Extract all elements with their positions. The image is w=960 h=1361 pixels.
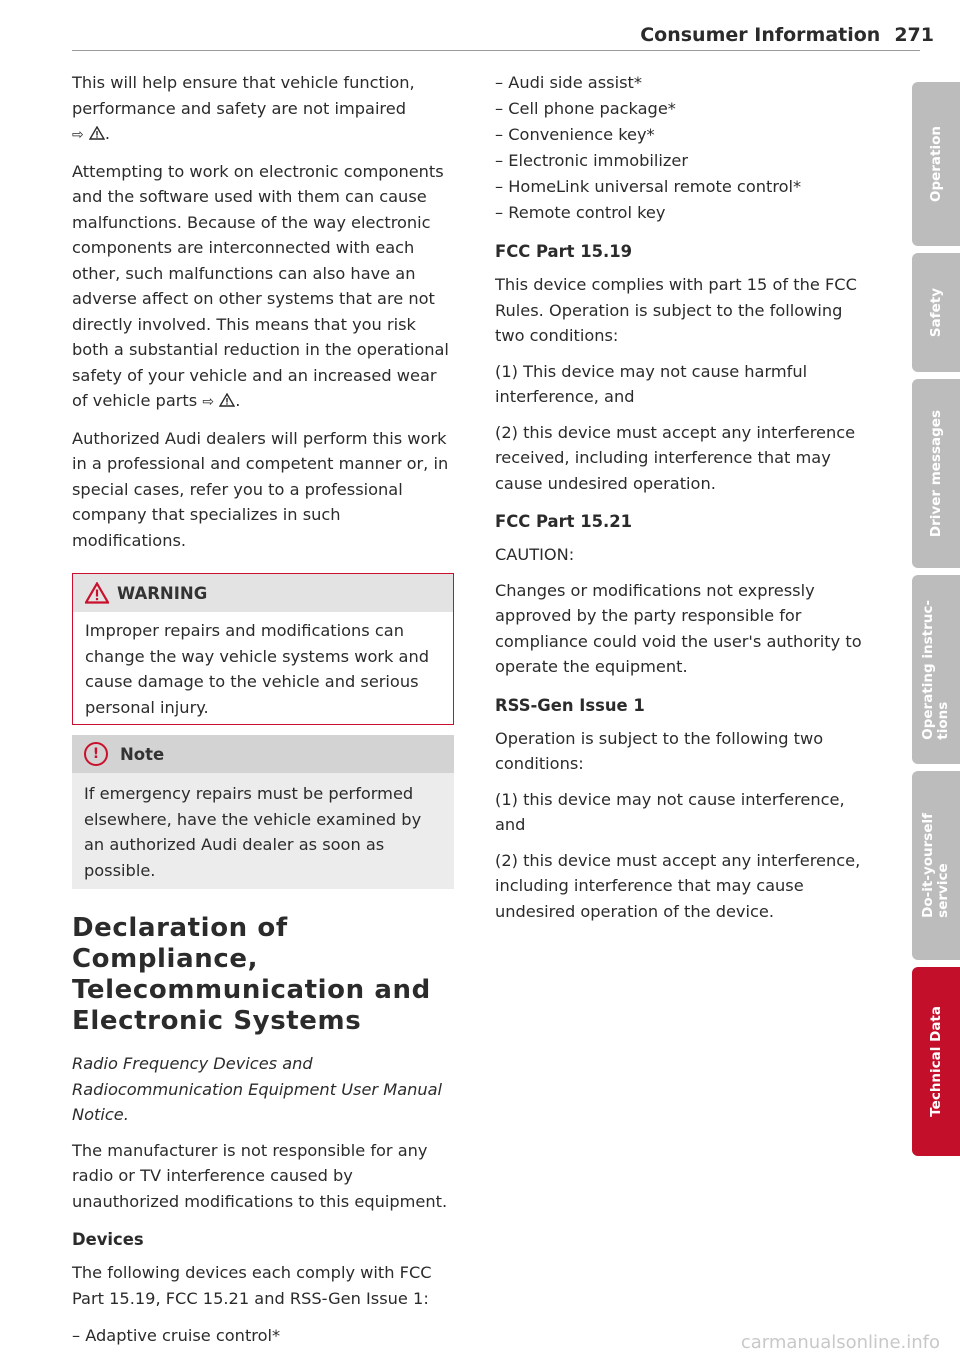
page-header	[640, 24, 934, 46]
paragraph: (1) This device may not cause harmful interference, and	[495, 361, 808, 406]
warning-triangle-icon	[219, 393, 235, 407]
paragraph: Operation is subject to the following two conditions:	[495, 728, 824, 773]
paragraph: The following devices each comply with FCC Part 15.19, FCC 15.21 and RSS-Gen Issue 1:	[72, 1263, 432, 1308]
warning-header	[73, 574, 453, 612]
warning-text: Improper repairs and modifications can change the way vehicle systems work and cause damage to the vehicle and serious personal injury.	[85, 621, 429, 717]
note-icon: !	[84, 742, 108, 766]
italic-intro: Radio Frequency Devices and Radiocommunication Equipment User Manual Notice.	[72, 1054, 443, 1124]
tab-operation[interactable]: Operation	[912, 82, 960, 246]
warning-title: WARNING	[117, 583, 208, 603]
left-column	[72, 70, 454, 1349]
note-header	[72, 735, 454, 773]
list-item: – Audi side assist*	[495, 73, 642, 92]
subheading-fcc-15-21: FCC Part 15.21	[495, 512, 633, 531]
tab-do-it-yourself-service[interactable]: Do-it-yourself service	[912, 771, 960, 960]
list-item: – HomeLink universal remote control*	[495, 177, 802, 196]
chapter-tabs	[912, 82, 960, 1163]
warning-triangle-icon	[89, 126, 105, 140]
arrow-right-icon: ⇨	[72, 127, 84, 143]
tab-driver-messages[interactable]: Driver messages	[912, 379, 960, 568]
paragraph: This will help ensure that vehicle function, performance and safety are not impaired ⇨ .	[72, 73, 415, 143]
list-item: – Convenience key*	[495, 125, 655, 144]
note-text: If emergency repairs must be performed elsewhere, have the vehicle examined by an authorized Audi dealer as soon as possible.	[84, 784, 422, 880]
subheading-fcc-15-19: FCC Part 15.19	[495, 242, 633, 261]
tab-operating-instructions[interactable]: Operating instruc- tions	[912, 575, 960, 764]
section-title: Consumer Information	[640, 24, 881, 46]
paragraph: Authorized Audi dealers will perform this work in a professional and competent manner or, in special cases, refer you to a professional company that specializes in such modifications.	[72, 428, 449, 550]
warning-triangle-icon	[85, 582, 109, 604]
warning-box	[72, 573, 454, 725]
subheading-rss-gen: RSS-Gen Issue 1	[495, 695, 645, 715]
subheading-devices: Devices	[72, 1230, 144, 1249]
page-number: 271	[894, 24, 934, 46]
watermark: carmanualsonline.info	[740, 1332, 940, 1353]
paragraph: (2) this device must accept any interference received, including interference that may cause undesired operation.	[495, 422, 856, 493]
paragraph: Attempting to work on electronic components and the software used with them can cause malfunctions. Because of the way electronic components are interconnected with each other, such malfunctions can also have an adverse affect on other systems that are not directly involved. This means that you risk both a substantial reduction in the operational safety of your vehicle and an increased wear of vehicle parts ⇨ .	[72, 161, 449, 410]
devices-list	[495, 70, 873, 226]
note-title: Note	[120, 744, 165, 764]
right-column	[495, 70, 873, 934]
paragraph: The manufacturer is not responsible for any radio or TV interference caused by unauthorized modifications to this equipment.	[72, 1140, 448, 1211]
tab-safety[interactable]: Safety	[912, 253, 960, 372]
header-rule	[72, 50, 920, 51]
paragraph: CAUTION:	[495, 545, 575, 564]
list-item: – Adaptive cruise control*	[72, 1326, 281, 1345]
paragraph: This device complies with part 15 of the FCC Rules. Operation is subject to the following two conditions:	[495, 275, 857, 345]
section-heading: Declaration of Compliance, Telecommunication and Electronic Systems	[72, 913, 431, 1036]
paragraph: Changes or modifications not expressly approved by the party responsible for compliance could void the user's authority to operate the equipment.	[495, 580, 862, 676]
paragraph: (1) this device may not cause interference, and	[495, 789, 845, 834]
list-item: – Electronic immobilizer	[495, 151, 688, 170]
paragraph: (2) this device must accept any interference, including interference that may cause undesired operation of the device.	[495, 850, 861, 921]
list-item: – Cell phone package*	[495, 99, 676, 118]
note-box	[72, 735, 454, 889]
tab-technical-data[interactable]: Technical Data	[912, 967, 960, 1156]
arrow-right-icon: ⇨	[202, 394, 215, 410]
list-item: – Remote control key	[495, 203, 666, 222]
